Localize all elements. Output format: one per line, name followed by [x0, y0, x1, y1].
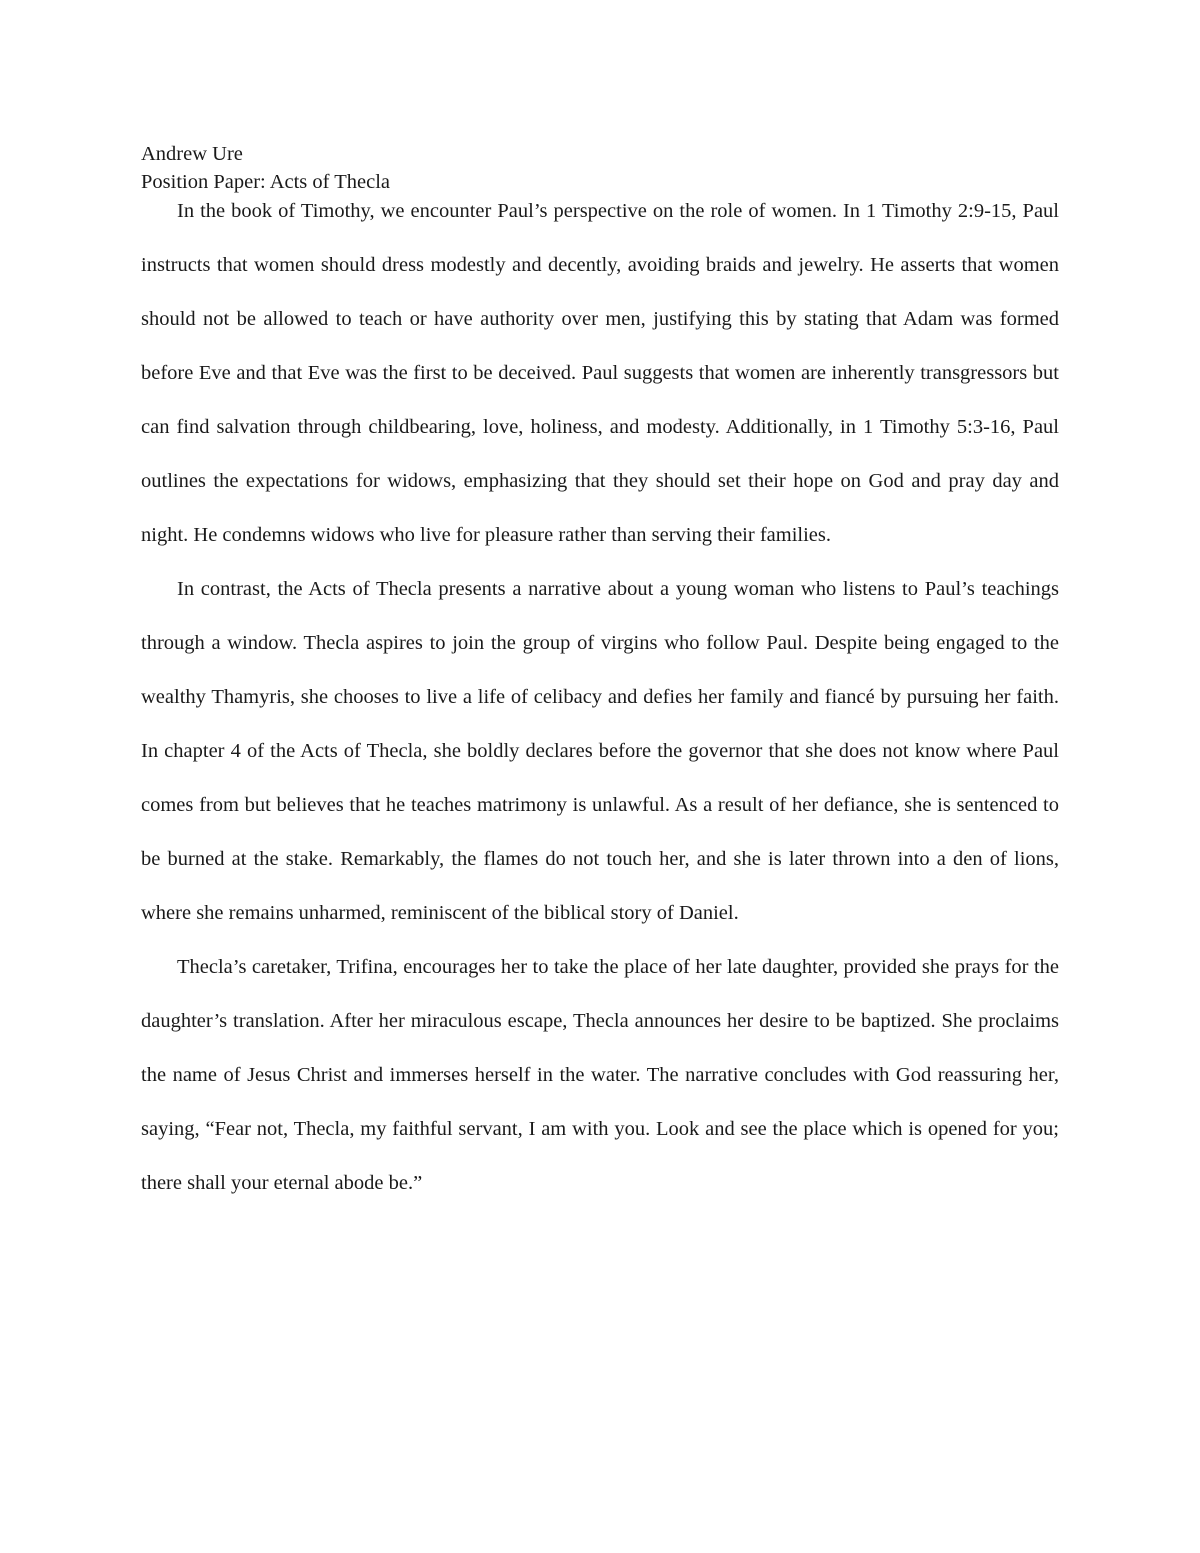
paragraph-3: Thecla’s caretaker, Trifina, encourages her to take the place of her late daughter, provided she prays for the daughter’s translation. After her miraculous escape, Thecla announces her desire to be baptized. She proclaims the name of Jesus Christ and immerses herself in the water. The narrative concludes with God reassuring her, saying, “Fear not, Thecla, my faithful servant, I am with you. Look and see the place which is opened for you; there shall your eternal abode be.” [141, 956, 1059, 1194]
author-name: Andrew Ure [141, 143, 243, 165]
document-body [141, 140, 1059, 1210]
paper-title: Position Paper: Acts of Thecla [141, 171, 391, 193]
paragraph-2: In contrast, the Acts of Thecla presents a narrative about a young woman who listens to Paul’s teachings through a window. Thecla aspires to join the group of virgins who follow Paul. Despite being engaged to the wealthy Thamyris, she chooses to live a life of celibacy and defies her family and fiancé by pursuing her faith. In chapter 4 of the Acts of Thecla, she boldly declares before the governor that she does not know where Paul comes from but believes that he teaches matrimony is unlawful. As a result of her defiance, she is sentenced to be burned at the stake. Remarkably, the flames do not touch her, and she is later thrown into a den of lions, where she remains unharmed, reminiscent of the biblical story of Daniel. [141, 578, 1059, 924]
paragraph-1: In the book of Timothy, we encounter Paul’s perspective on the role of women. In 1 Timothy 2:9-15, Paul instructs that women should dress modestly and decently, avoiding braids and jewelry. He asserts that women should not be allowed to teach or have authority over men, justifying this by stating that Adam was formed before Eve and that Eve was the first to be deceived. Paul suggests that women are inherently transgressors but can find salvation through childbearing, love, holiness, and modesty. Additionally, in 1 Timothy 5:3-16, Paul outlines the expectations for widows, emphasizing that they should set their hope on God and pray day and night. He condemns widows who live for pleasure rather than serving their families. [141, 200, 1059, 546]
